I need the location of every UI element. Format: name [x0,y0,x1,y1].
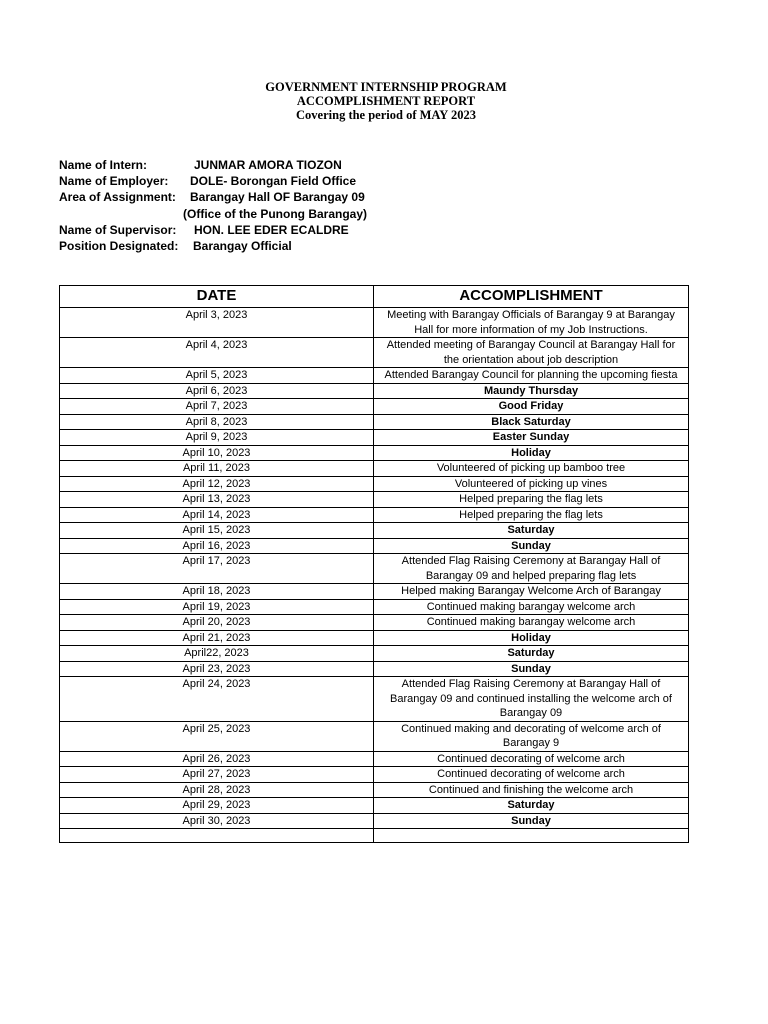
table-body [60,308,689,843]
table-row [60,813,689,829]
date-cell: April 23, 2023 [60,661,374,677]
employer-label: Name of Employer: [59,174,169,189]
date-cell: April 6, 2023 [60,383,374,399]
intern-value: JUNMAR AMORA TIOZON [194,158,342,172]
table-row [60,767,689,783]
accomplishment-cell: Continued making barangay welcome arch [374,615,689,631]
accomplishment-cell: Sunday [374,661,689,677]
accomplishment-cell: Helped making Barangay Welcome Arch of Barangay [374,584,689,600]
date-cell: April 20, 2023 [60,615,374,631]
empty-date-cell [60,829,374,843]
table-row [60,368,689,384]
table-row [60,677,689,722]
accomplishment-cell: Attended meeting of Barangay Council at Barangay Hall for the orientation about job description [374,338,689,368]
accomplishment-cell: Sunday [374,538,689,554]
table-row [60,554,689,584]
date-cell: April 10, 2023 [60,445,374,461]
date-cell: April 25, 2023 [60,721,374,751]
table-row [60,630,689,646]
accomplishment-cell: Helped preparing the flag lets [374,492,689,508]
date-cell: April 15, 2023 [60,523,374,539]
date-cell: April 12, 2023 [60,476,374,492]
date-cell: April 13, 2023 [60,492,374,508]
accomplishment-cell: Continued making barangay welcome arch [374,599,689,615]
date-cell: April 9, 2023 [60,430,374,446]
date-cell: April 7, 2023 [60,399,374,415]
assignment-value: Barangay Hall OF Barangay 09 [190,190,365,205]
date-cell: April 3, 2023 [60,308,374,338]
date-cell: April 24, 2023 [60,677,374,722]
table-row [60,646,689,662]
accomplishment-column-header: ACCOMPLISHMENT [374,286,689,308]
table-row [60,445,689,461]
table-row [60,584,689,600]
table-header-row [60,286,689,308]
table-row [60,430,689,446]
accomplishment-cell: Attended Flag Raising Ceremony at Barangay Hall of Barangay 09 and continued installing the welcome arch of Barangay 09 [374,677,689,722]
table-row [60,751,689,767]
table-row [60,661,689,677]
empty-accomplishment-cell [374,829,689,843]
date-cell: April 16, 2023 [60,538,374,554]
table-row [60,383,689,399]
table-row [60,338,689,368]
date-cell: April 18, 2023 [60,584,374,600]
program-title: GOVERNMENT INTERNSHIP PROGRAM [265,80,507,94]
date-cell: April 30, 2023 [60,813,374,829]
date-cell: April 19, 2023 [60,599,374,615]
table-row [60,615,689,631]
table-row [60,798,689,814]
accomplishment-cell: Saturday [374,523,689,539]
supervisor-value: HON. LEE EDER ECALDRE [194,222,349,237]
table-row [60,523,689,539]
accomplishment-cell: Meeting with Barangay Officials of Barangay 9 at Barangay Hall for more information of my Job Instructions. [374,308,689,338]
accomplishment-cell: Sunday [374,813,689,829]
accomplishment-cell: Continued decorating of welcome arch [374,751,689,767]
report-title-block [0,80,768,122]
table-row [60,492,689,508]
table-row [60,414,689,430]
table-row [60,538,689,554]
date-cell: April 4, 2023 [60,338,374,368]
assignment-label: Area of Assignment: [59,190,176,205]
date-cell: April 27, 2023 [60,767,374,783]
table-row [60,461,689,477]
accomplishment-cell: Easter Sunday [374,430,689,446]
empty-table-row [60,829,689,843]
accomplishment-cell: Attended Flag Raising Ceremony at Barangay Hall of Barangay 09 and helped preparing flag lets [374,554,689,584]
date-cell: April 14, 2023 [60,507,374,523]
employer-value: DOLE- Borongan Field Office [190,174,357,189]
accomplishment-cell: Continued and finishing the welcome arch [374,782,689,798]
accomplishment-cell: Volunteered of picking up bamboo tree [374,461,689,477]
accomplishment-cell: Attended Barangay Council for planning the upcoming fiesta [374,368,689,384]
date-column-header: DATE [60,286,374,308]
date-cell: April 17, 2023 [60,554,374,584]
report-title: ACCOMPLISHMENT REPORT [296,94,476,108]
supervisor-label: Name of Supervisor: [59,222,177,237]
date-cell: April 28, 2023 [60,782,374,798]
accomplishment-cell: Holiday [374,445,689,461]
table-row [60,476,689,492]
accomplishment-cell: Volunteered of picking up vines [374,476,689,492]
table-row [60,399,689,415]
date-cell: April 29, 2023 [60,798,374,814]
accomplishment-cell: Saturday [374,798,689,814]
position-value: Barangay Official [193,238,292,253]
table-row [60,308,689,338]
assignment-value-2: (Office of the Punong Barangay) [183,206,368,221]
period-title: Covering the period of MAY 2023 [296,108,476,122]
accomplishment-cell: Good Friday [374,399,689,415]
accomplishment-cell: Holiday [374,630,689,646]
date-cell: April22, 2023 [60,646,374,662]
intern-label: Name of Intern: [59,158,148,172]
date-cell: April 21, 2023 [60,630,374,646]
accomplishment-cell: Black Saturday [374,414,689,430]
table-row [60,782,689,798]
accomplishment-cell: Saturday [374,646,689,662]
accomplishment-cell: Continued making and decorating of welcome arch of Barangay 9 [374,721,689,751]
accomplishment-cell: Helped preparing the flag lets [374,507,689,523]
table-row [60,507,689,523]
position-label: Position Designated: [59,238,179,253]
date-cell: April 11, 2023 [60,461,374,477]
accomplishment-cell: Maundy Thursday [374,383,689,399]
accomplishment-table [59,285,689,843]
table-row [60,599,689,615]
table-row [60,721,689,751]
date-cell: April 5, 2023 [60,368,374,384]
date-cell: April 26, 2023 [60,751,374,767]
accomplishment-cell: Continued decorating of welcome arch [374,767,689,783]
date-cell: April 8, 2023 [60,414,374,430]
